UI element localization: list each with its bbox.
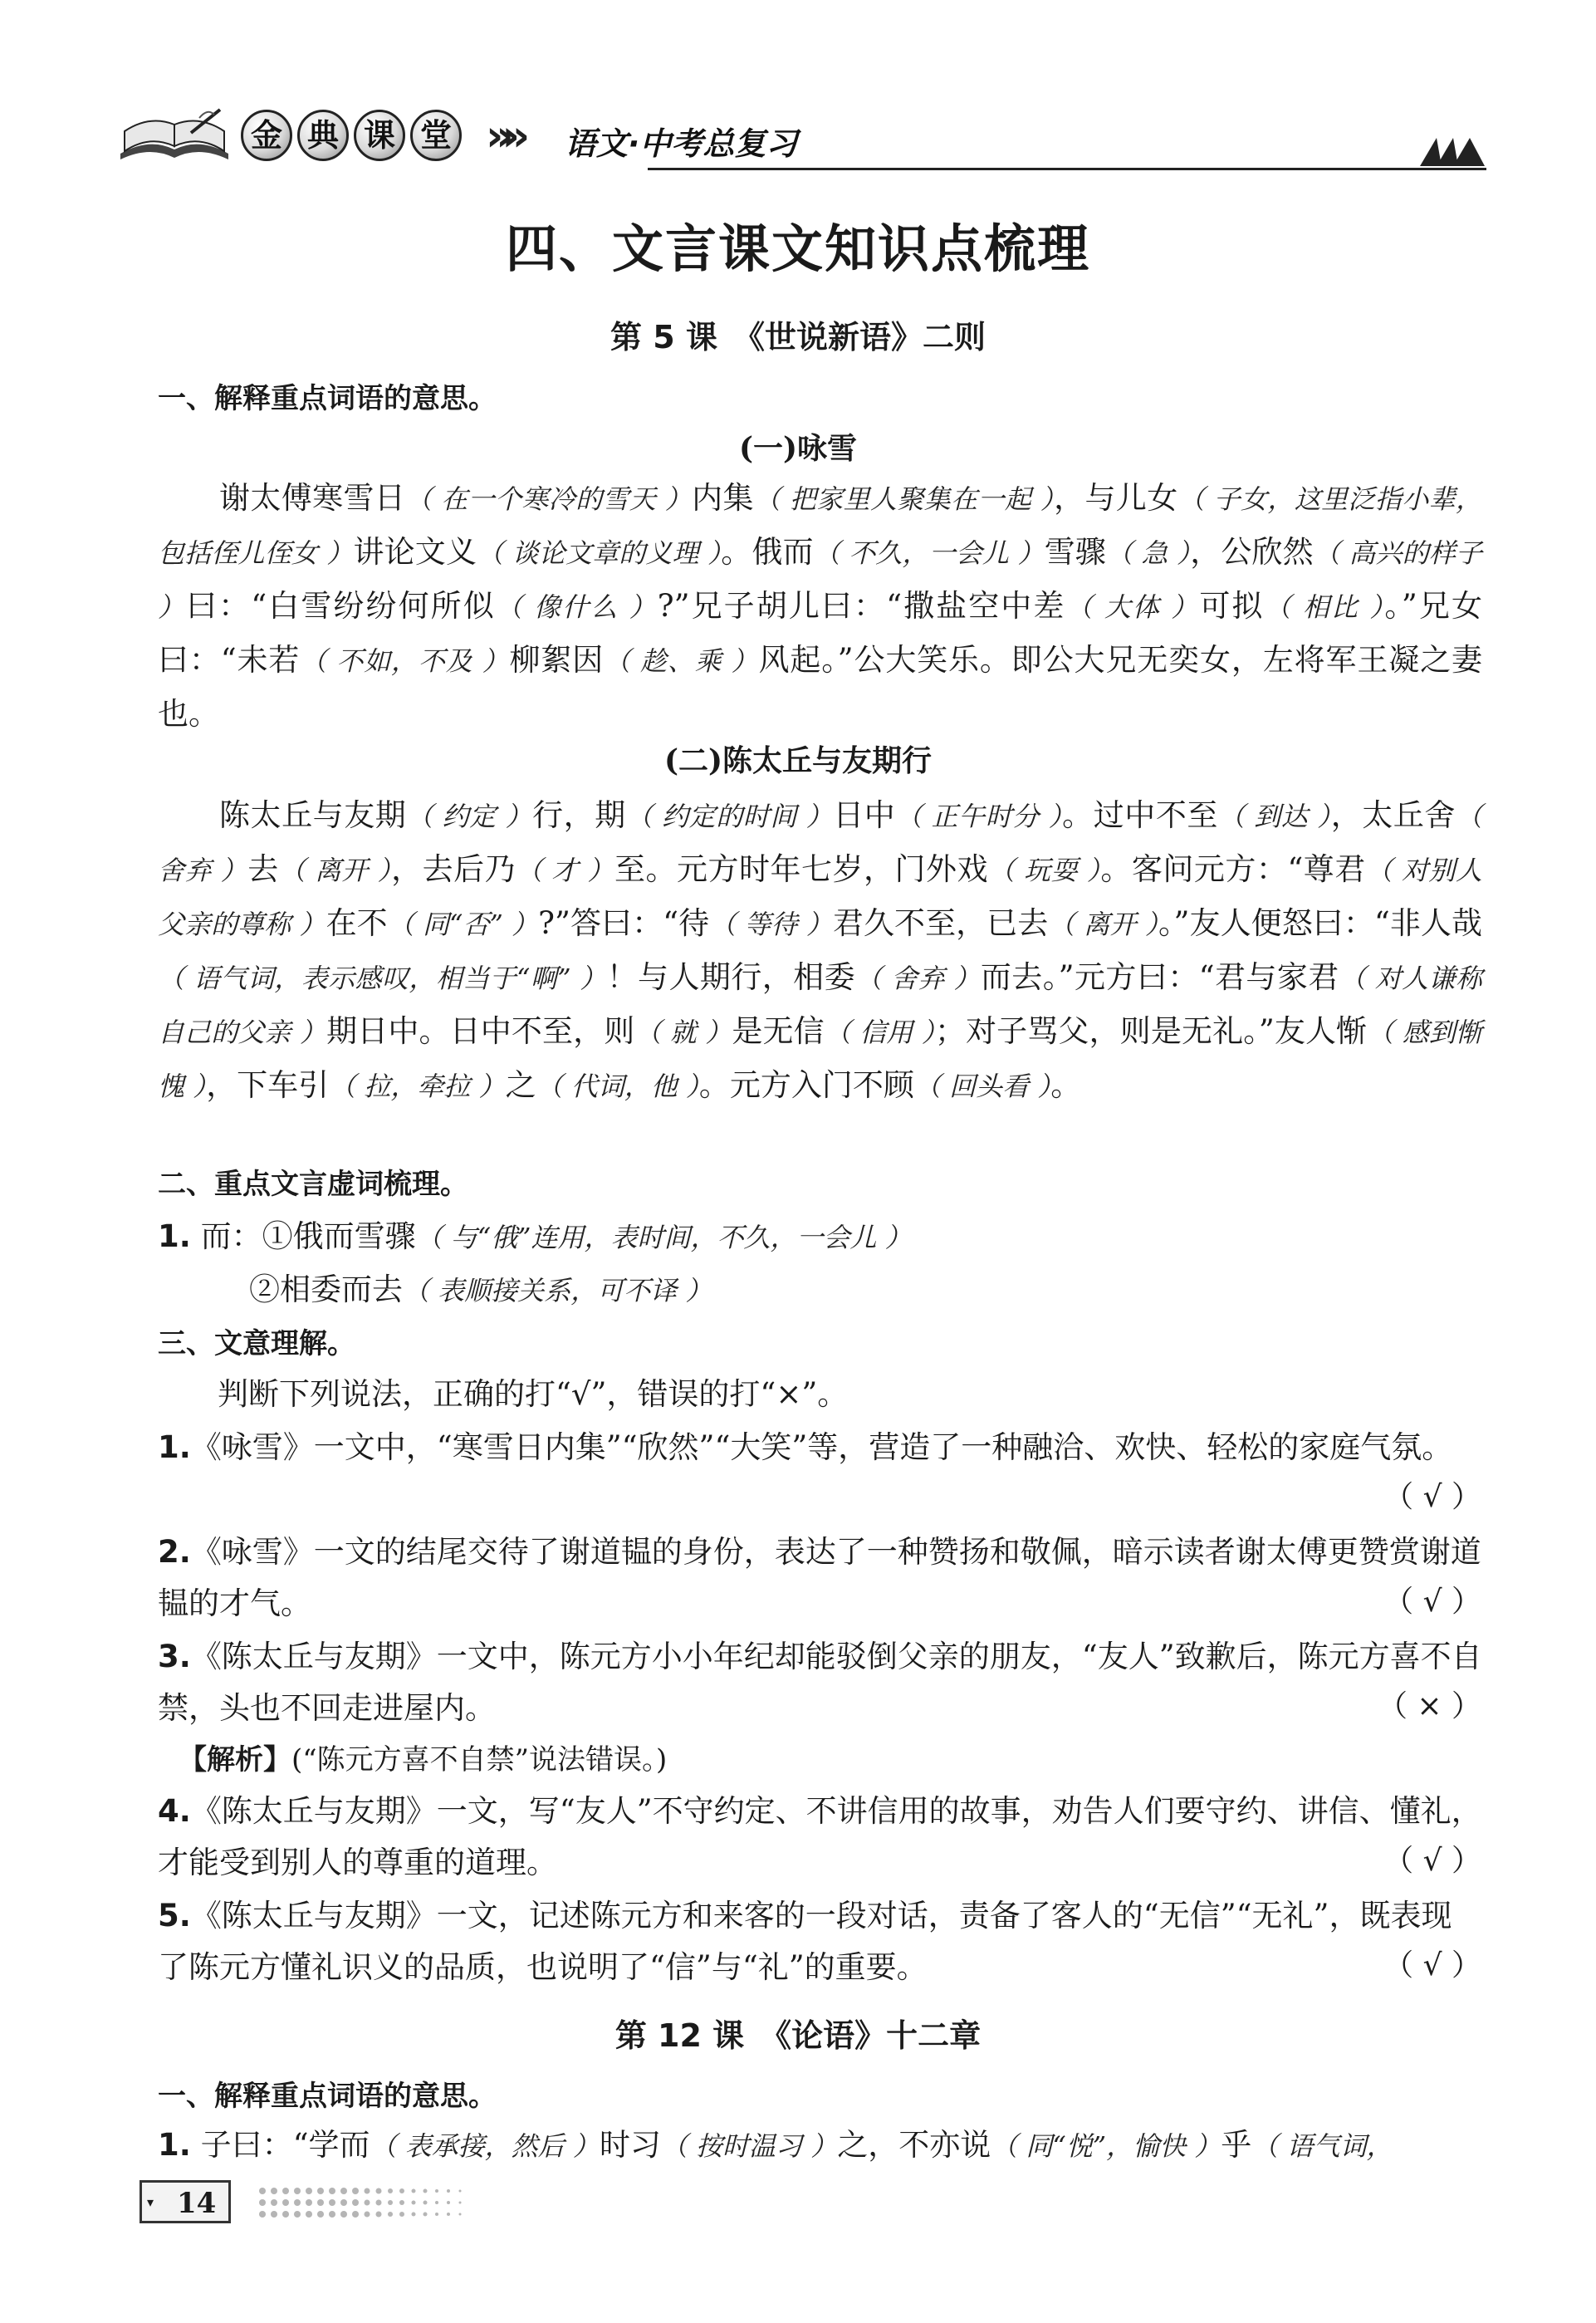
annotation: （ 与“俄”连用，表时间，不久，一会儿 ） bbox=[415, 1222, 912, 1253]
text-segment: 去 bbox=[247, 851, 279, 887]
text-segment: ，公欣然 bbox=[1190, 534, 1314, 570]
item-text: 《陈太丘与友期》一文中，陈元方小小年纪却能驳倒父亲的朋友，“友人”致歉后，陈元方喜不自禁，头也不回走进屋内。 bbox=[158, 1639, 1482, 1726]
annotation: （ 离开 ） bbox=[1048, 909, 1158, 940]
brand-title bbox=[241, 110, 462, 161]
brand-char: 课 bbox=[354, 110, 405, 161]
text-segment: ！与人期行，相委 bbox=[606, 959, 856, 995]
page-number-box bbox=[140, 2180, 231, 2223]
text-segment: ?”答曰：“待 bbox=[538, 905, 710, 941]
lunyu-item bbox=[158, 2120, 1482, 2172]
judgement-item bbox=[158, 1631, 1482, 1734]
lesson-title: 第 12 课 《论语》十二章 bbox=[614, 2017, 982, 2054]
item-number: 2. bbox=[158, 1534, 191, 1570]
annotation: （ 才 ） bbox=[516, 855, 614, 886]
judgement-item bbox=[158, 1527, 1482, 1630]
annotation: （ 表承接，然后 ） bbox=[370, 2130, 600, 2162]
instruction: 判断下列说法，正确的打“√”，错误的打“×”。 bbox=[218, 1376, 849, 1412]
story-title: (二)陈太丘与友期行 bbox=[663, 743, 933, 778]
double-arrow-icon: »» bbox=[486, 111, 519, 161]
text-segment: 。元方入门不顾 bbox=[698, 1067, 914, 1103]
annotation: （ 等待 ） bbox=[709, 909, 833, 940]
annotation: （ 表顺接关系，可不译 ） bbox=[403, 1275, 712, 1306]
text-segment: ，去后乃 bbox=[391, 851, 516, 887]
annotation: （ 急 ） bbox=[1106, 537, 1191, 569]
annotation: （ 对别人父亲的尊称 ） bbox=[158, 855, 1482, 940]
brand-char: 典 bbox=[297, 110, 349, 161]
xuci-item bbox=[249, 1264, 1478, 1316]
annotation: （ 信用 ） bbox=[824, 1017, 935, 1048]
text-segment: 至。元方时年七岁，门外戏 bbox=[614, 851, 988, 887]
text-segment: 陈太丘与友期 bbox=[219, 797, 407, 833]
brand-char: 堂 bbox=[410, 110, 462, 161]
triangle-icon: ▾ bbox=[147, 2194, 154, 2210]
annotation: （ 把家里人聚集在一起 ） bbox=[753, 483, 1055, 515]
section-heading: 二、重点文言虚词梳理。 bbox=[158, 1168, 468, 1201]
section-heading: 一、解释重点词语的意思。 bbox=[158, 382, 497, 415]
annotation: （ 大体 ） bbox=[1065, 591, 1200, 623]
answer-mark: （ √ ） bbox=[1383, 1480, 1481, 1514]
annotation: （ 拉，牵拉 ） bbox=[329, 1071, 506, 1102]
text-segment: 。过中不至 bbox=[1062, 797, 1218, 833]
text-segment: 。俄而 bbox=[721, 534, 814, 570]
text-segment: ?”兄子胡儿曰：“撒盐空中差 bbox=[657, 588, 1066, 624]
analysis-note bbox=[179, 1734, 1503, 1786]
text-segment: 柳絮因 bbox=[509, 642, 605, 678]
item-number: 1. bbox=[158, 2127, 191, 2163]
annotation: （ 不如，不及 ） bbox=[300, 645, 510, 677]
story-title: (一)咏雪 bbox=[738, 431, 858, 466]
annotation: （ 约定 ） bbox=[406, 801, 533, 832]
item-text: 《陈太丘与友期》一文，写“友人”不守约定、不讲信用的故事，劝告人们要守约、讲信、懂礼，才能受到别人的尊重的道理。 bbox=[158, 1793, 1482, 1880]
answer-mark: （ √ ） bbox=[1383, 1844, 1481, 1878]
item-number: 3. bbox=[158, 1639, 191, 1674]
annotation: （ 趁、乘 ） bbox=[604, 645, 759, 677]
annotation: （ 语气词，表示感叹，相当于“啊” ） bbox=[158, 963, 607, 994]
section-heading: 三、文意理解。 bbox=[158, 1327, 355, 1360]
text-segment: ②相委而去 bbox=[249, 1272, 403, 1307]
page-title: 四、文言课文知识点梳理 bbox=[505, 218, 1090, 279]
item-number: 1. bbox=[158, 1218, 191, 1254]
page-header bbox=[116, 100, 1486, 174]
answer-mark: （ √ ） bbox=[1383, 1585, 1481, 1619]
annotation: （ 舍弃 ） bbox=[855, 963, 981, 994]
header-divider bbox=[648, 168, 1486, 170]
decorative-dots-icon bbox=[257, 2183, 673, 2223]
text-segment: 日中 bbox=[833, 797, 896, 833]
text-segment: 。客问元方：“尊君 bbox=[1100, 851, 1366, 887]
text-segment: 之 bbox=[505, 1067, 536, 1103]
annotation: （ 感到惭愧 ） bbox=[158, 1017, 1482, 1102]
subject-label: 语文·中考总复习 bbox=[565, 125, 798, 162]
text-segment: 乎 bbox=[1221, 2127, 1252, 2163]
text-segment: 之，不亦说 bbox=[837, 2127, 991, 2163]
judgement-item bbox=[158, 1786, 1482, 1889]
text-segment: 风起。”公大笑乐。即公大兄无奕女，左将军王凝之妻也。 bbox=[158, 642, 1482, 732]
annotation: （ 约定的时间 ） bbox=[625, 801, 834, 832]
text-segment: 内集 bbox=[692, 480, 754, 516]
annotation: （ 在一个寒冷的雪天 ） bbox=[405, 483, 693, 515]
lesson-title: 第 5 课 《世说新语》二则 bbox=[610, 319, 986, 355]
text-segment: 曰：“白雪纷纷何所似 bbox=[186, 588, 496, 624]
story-text-chentaiqiu bbox=[158, 789, 1482, 1113]
annotation: （ 玩耍 ） bbox=[987, 855, 1101, 886]
annotation: （ 同“否” ） bbox=[387, 909, 539, 940]
text-segment: 期日中。日中不至，则 bbox=[326, 1013, 635, 1049]
judgement-item bbox=[158, 1890, 1482, 1993]
item-text: 《咏雪》一文的结尾交待了谢道韫的身份，表达了一种赞扬和敬佩，暗示读者谢太傅更赞赏谢道韫的才气。 bbox=[158, 1534, 1481, 1621]
annotation: （ 回头看 ） bbox=[913, 1071, 1051, 1102]
text-segment: 子曰：“学而 bbox=[190, 2127, 370, 2163]
item-text: 《陈太丘与友期》一文，记述陈元方和来客的一段对话，责备了客人的“无信”“无礼”，既表现了陈元方懂礼识义的品质，也说明了“信”与“礼”的重要。 bbox=[158, 1898, 1452, 1985]
annotation: （ 就 ） bbox=[634, 1017, 732, 1048]
section-heading: 一、解释重点词语的意思。 bbox=[158, 2080, 497, 2113]
annotation: （ 代词，他 ） bbox=[536, 1071, 699, 1102]
book-logo-icon bbox=[116, 108, 233, 166]
story-text-yongxue bbox=[158, 472, 1482, 741]
text-segment: ，太丘舍 bbox=[1330, 797, 1456, 833]
item-number: 5. bbox=[158, 1898, 191, 1933]
text-segment: 是无信 bbox=[732, 1013, 825, 1049]
text-segment: 而去。”元方曰：“君与家君 bbox=[980, 959, 1339, 995]
annotation: （ 到达 ） bbox=[1217, 801, 1331, 832]
text-segment: 雪骤 bbox=[1044, 534, 1107, 570]
answer-mark: （ √ ） bbox=[1383, 1948, 1481, 1982]
text-segment: 。 bbox=[1050, 1067, 1082, 1103]
text-segment: 可拟 bbox=[1199, 588, 1265, 624]
text-segment: 时习 bbox=[599, 2127, 661, 2163]
analysis-text: (“陈元方喜不自禁”说法错误。) bbox=[291, 1743, 668, 1777]
text-segment: 。”兄女曰：“未若 bbox=[158, 588, 1483, 678]
text-segment: 在不 bbox=[326, 905, 388, 941]
annotation: （ 高兴的样子 ） bbox=[158, 537, 1482, 623]
judgement-item bbox=[158, 1422, 1482, 1473]
text-segment: 而：①俄而雪骤 bbox=[190, 1218, 416, 1254]
brand-char: 金 bbox=[241, 110, 292, 161]
text-segment: ，下车引 bbox=[206, 1067, 330, 1103]
text-segment: 谢太傅寒雪日 bbox=[219, 480, 406, 516]
annotation: （ 正午时分 ） bbox=[895, 801, 1063, 832]
page-number: 14 bbox=[177, 2187, 217, 2220]
answer-mark: （ × ） bbox=[1377, 1689, 1481, 1723]
text-segment: ，与儿女 bbox=[1054, 480, 1178, 516]
text-segment: 讲论文义 bbox=[353, 534, 477, 570]
annotation: （ 对人谦称自己的父亲 ） bbox=[158, 963, 1482, 1048]
annotation: （ 按时温习 ） bbox=[660, 2130, 838, 2162]
analysis-label: 【解析】 bbox=[179, 1743, 291, 1777]
annotation: （ 舍弃 ） bbox=[158, 801, 1482, 886]
text-segment: 行，期 bbox=[532, 797, 626, 833]
item-number: 1. bbox=[158, 1429, 191, 1465]
annotation: （ 像什么 ） bbox=[495, 591, 658, 623]
text-segment: ；对子骂父，则是无礼。”友人惭 bbox=[934, 1013, 1368, 1049]
annotation: （ 谈论文章的义理 ） bbox=[477, 537, 722, 569]
xuci-item bbox=[158, 1211, 1482, 1263]
item-text: 《咏雪》一文中，“寒雪日内集”“欣然”“大笑”等，营造了一种融洽、欢快、轻松的家庭气氛。 bbox=[190, 1429, 1453, 1465]
annotation: （ 相比 ） bbox=[1264, 591, 1385, 623]
annotation: （ 同“悦”，愉快 ） bbox=[991, 2130, 1221, 2162]
text-segment: 。”友人便怒曰：“非人哉 bbox=[1158, 905, 1482, 941]
annotation: （ 不久，一会儿 ） bbox=[813, 537, 1045, 569]
annotation: （ 子女，这里泛指小辈，包括侄儿侄女 ） bbox=[158, 483, 1482, 569]
annotation: （ 离开 ） bbox=[278, 855, 392, 886]
annotation: （ 语气词， bbox=[1251, 2130, 1393, 2162]
text-segment: 君久不至，已去 bbox=[832, 905, 1049, 941]
item-number: 4. bbox=[158, 1793, 191, 1829]
corner-triangle-icon bbox=[1412, 135, 1486, 168]
